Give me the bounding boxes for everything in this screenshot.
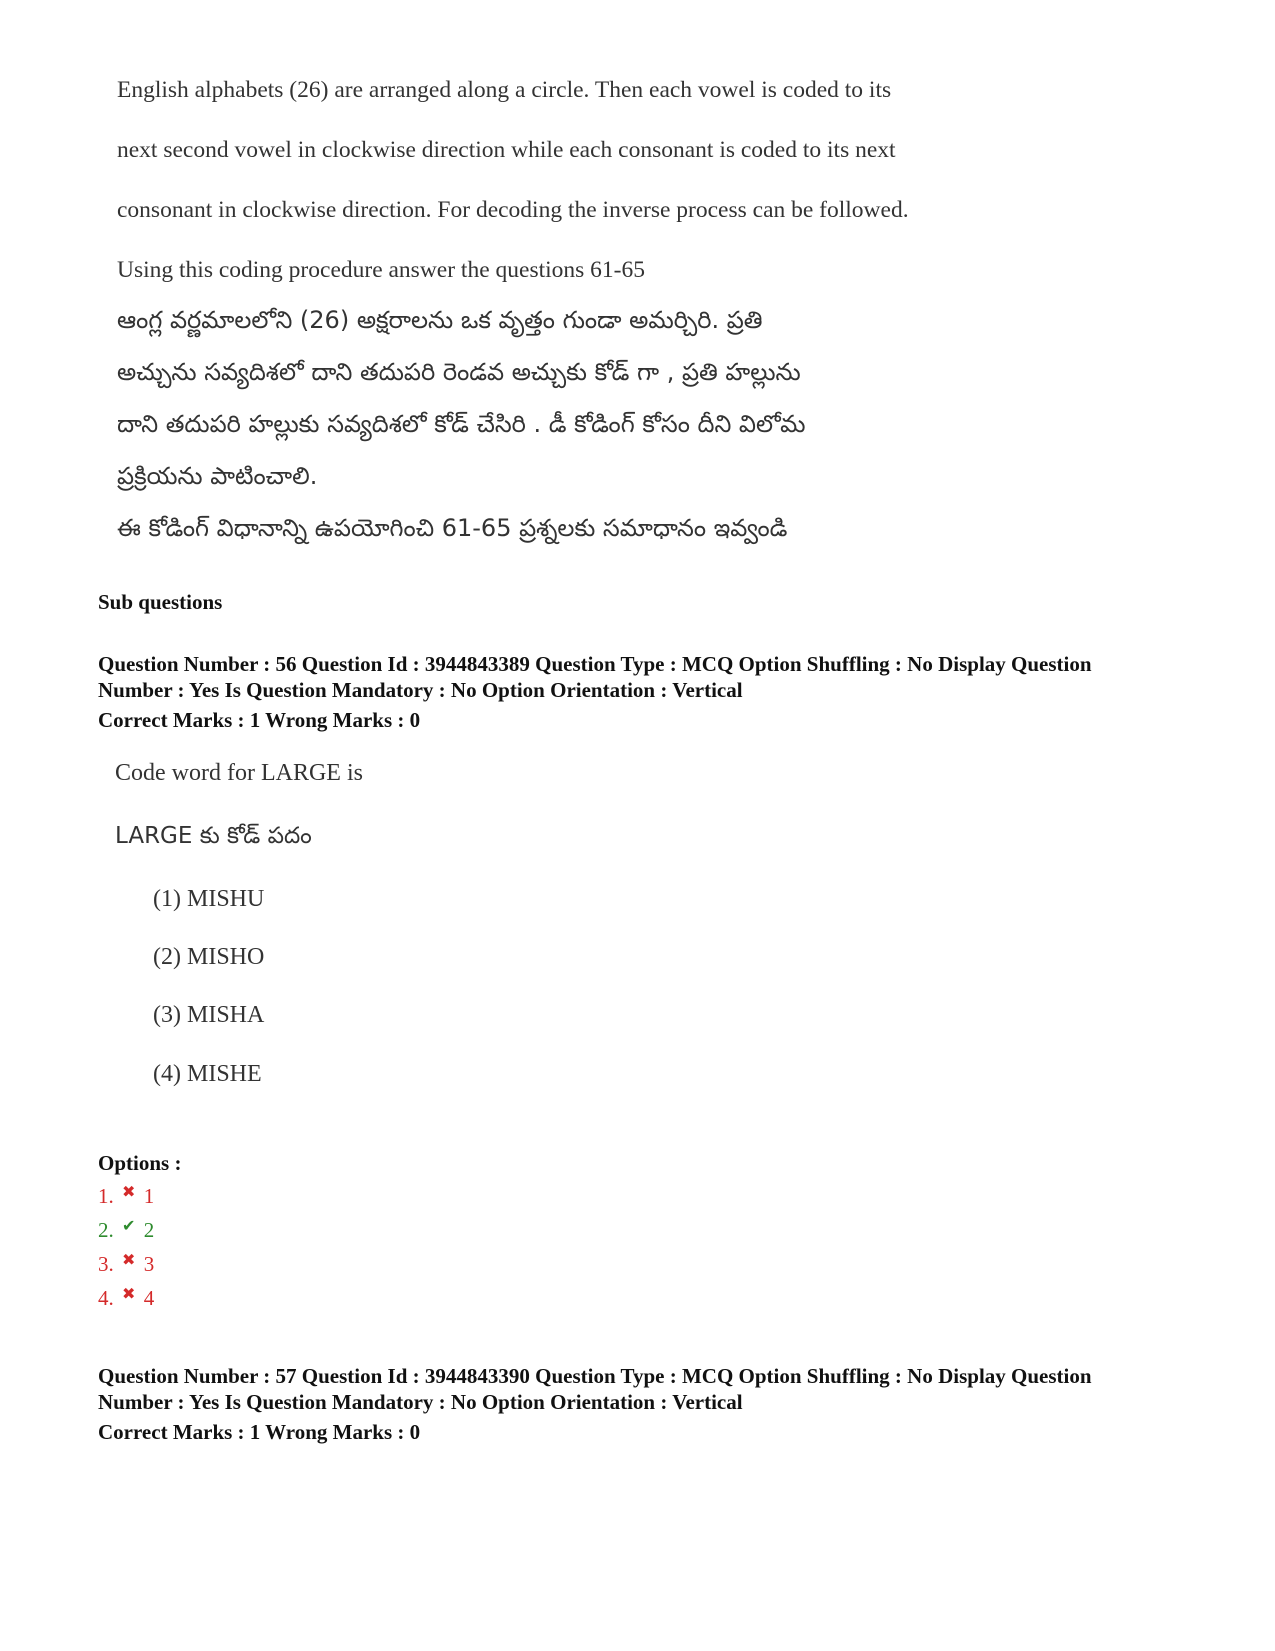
answer-choice: (4) MISHE: [153, 1061, 262, 1087]
passage-english-line: next second vowel in clockwise direction while each consonant is coded to its next: [117, 137, 896, 163]
passage-english-line: Using this coding procedure answer the questions 61-65: [117, 257, 645, 283]
answer-choice: (3) MISHA: [153, 1002, 265, 1028]
options-heading: Options :: [98, 1151, 182, 1175]
option-number: 3.: [98, 1252, 114, 1276]
question-meta-line: Number : Yes Is Question Mandatory : No Option Orientation : Vertical: [98, 678, 743, 702]
answer-choice: (2) MISHO: [153, 944, 265, 970]
option-row: [98, 1184, 154, 1209]
question-meta-line: Number : Yes Is Question Mandatory : No Option Orientation : Vertical: [98, 1390, 743, 1414]
option-row: [98, 1218, 154, 1243]
option-value: 2: [143, 1218, 155, 1242]
passage-telugu-line: దాని తదుపరి హల్లుకు సవ్యదిశలో కోడ్ చేసిరి . డీ కోడింగ్ కోసం దీని విలోమ: [117, 410, 806, 438]
option-number: 2.: [98, 1218, 114, 1242]
option-number: 4.: [98, 1286, 114, 1310]
passage-english-line: consonant in clockwise direction. For decoding the inverse process can be followed.: [117, 197, 909, 223]
sub-questions-heading: Sub questions: [98, 590, 223, 614]
option-row: [98, 1252, 154, 1277]
option-value: 4: [143, 1286, 155, 1310]
check-icon: ✔: [122, 1216, 136, 1235]
passage-block: [117, 70, 1037, 560]
question-text-telugu: LARGE కు కోడ్ పదం: [115, 823, 312, 849]
question-meta-line: Question Number : 56 Question Id : 3944843389 Question Type : MCQ Option Shuffling : No Display Question: [98, 652, 1092, 676]
question-57-meta: [98, 1363, 1218, 1445]
passage-telugu-line: ఈ కోడింగ్ విధానాన్ని ఉపయోగించి 61-65 ప్రశ్నలకు సమాధానం ఇవ్వండి: [117, 514, 788, 542]
question-meta-line: Question Number : 57 Question Id : 3944843390 Question Type : MCQ Option Shuffling : No Display Question: [98, 1364, 1092, 1388]
question-text-english: Code word for LARGE is: [115, 760, 363, 786]
passage-english-line: English alphabets (26) are arranged along a circle. Then each vowel is coded to its: [117, 77, 892, 103]
answer-choice: (1) MISHU: [153, 886, 265, 912]
question-marks: Correct Marks : 1 Wrong Marks : 0: [98, 1420, 421, 1444]
option-row: [98, 1286, 154, 1311]
cross-icon: ✖: [122, 1250, 136, 1269]
passage-telugu-line: ఆంగ్ల వర్ణమాలలోని (26) అక్షరాలను ఒక వృత్తం గుండా అమర్చిరి. ప్రతి: [117, 306, 763, 334]
passage-telugu-line: ప్రక్రియను పాటించాలి.: [117, 462, 318, 490]
passage-telugu-line: అచ్చును సవ్యదిశలో దాని తదుపరి రెండవ అచ్చుకు కోడ్ గా , ప్రతి హల్లును: [117, 358, 801, 386]
option-number: 1.: [98, 1184, 114, 1208]
question-marks: Correct Marks : 1 Wrong Marks : 0: [98, 708, 421, 732]
option-value: 1: [143, 1184, 155, 1208]
cross-icon: ✖: [122, 1182, 136, 1201]
option-value: 3: [143, 1252, 155, 1276]
cross-icon: ✖: [122, 1284, 136, 1303]
question-56-meta: [98, 651, 1218, 733]
